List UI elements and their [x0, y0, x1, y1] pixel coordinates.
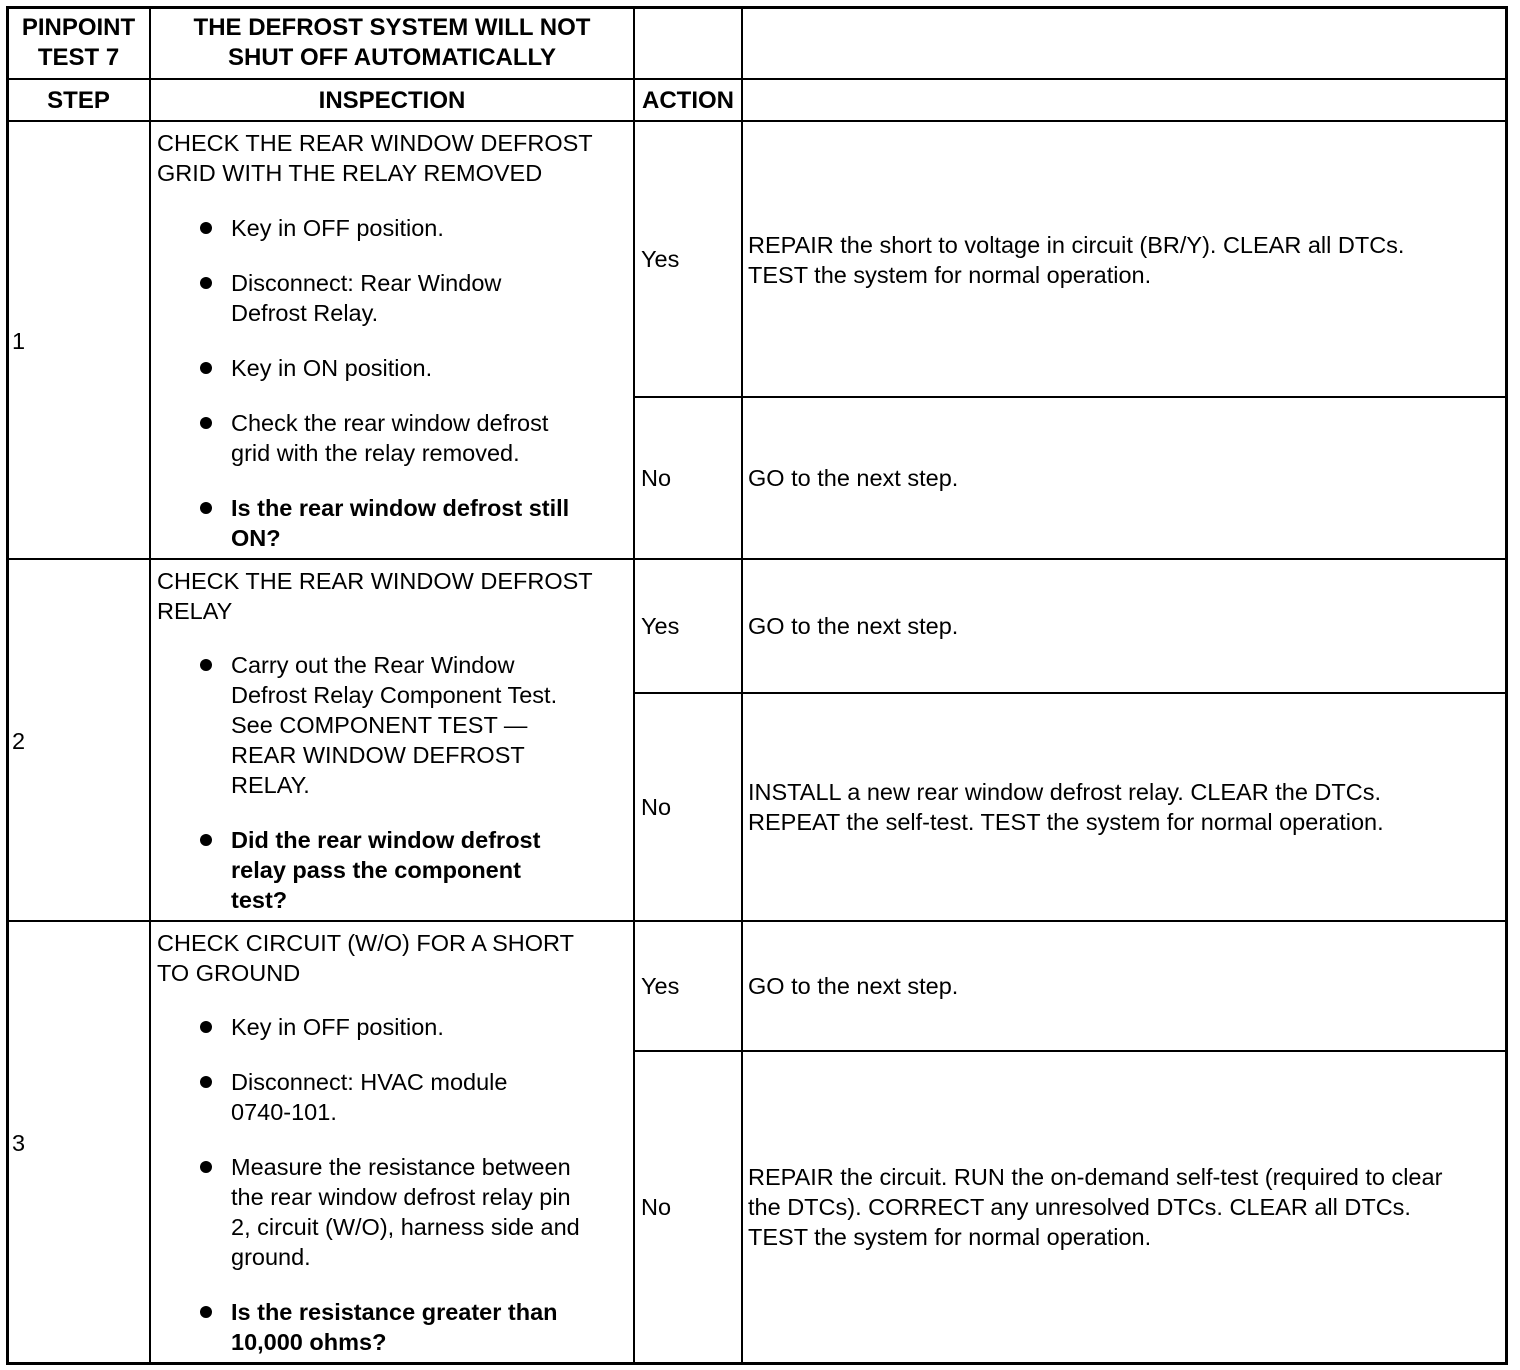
action-text	[748, 777, 1384, 837]
step-heading	[157, 566, 593, 626]
inspection-bullet	[231, 1067, 507, 1127]
answer-yes: Yes	[641, 613, 680, 639]
test-title	[151, 13, 633, 73]
answer-yes: Yes	[641, 246, 680, 272]
bullet-line: Disconnect: HVAC module	[231, 1069, 508, 1095]
pinpoint-line: PINPOINT	[21, 14, 136, 41]
step-heading-line: CHECK THE REAR WINDOW DEFROST	[157, 568, 593, 594]
action-line: INSTALL a new rear window defrost relay. CLEAR the DTCs.	[748, 779, 1381, 805]
step-heading-line: CHECK THE REAR WINDOW DEFROST	[157, 130, 593, 156]
pinpoint-label	[8, 13, 149, 73]
bullet-line: ground.	[231, 1244, 311, 1270]
bullet-icon	[200, 222, 212, 234]
bullet-line: 0740-101.	[231, 1099, 337, 1125]
inspection-question	[231, 825, 540, 915]
bullet-icon	[200, 834, 212, 846]
bullet-line: Is the resistance greater than	[231, 1299, 558, 1325]
column-divider	[633, 6, 635, 1365]
column-header-action: ACTION	[642, 87, 734, 114]
inspection-bullet	[231, 1152, 580, 1272]
bullet-line: Key in OFF position.	[231, 1014, 444, 1040]
inspection-bullet	[231, 213, 444, 243]
step-number: 1	[12, 328, 26, 354]
action-text	[748, 1162, 1442, 1252]
bullet-line: Defrost Relay Component Test.	[231, 682, 558, 708]
answer-no: No	[641, 465, 672, 491]
row-divider	[6, 558, 1508, 560]
step-heading-line: CHECK CIRCUIT (W/O) FOR A SHORT	[157, 930, 574, 956]
bullet-line: Carry out the Rear Window	[231, 652, 515, 678]
answer-divider	[634, 396, 1508, 398]
bullet-line: the rear window defrost relay pin	[231, 1184, 571, 1210]
action-line: REPEAT the self-test. TEST the system for normal operation.	[748, 809, 1384, 835]
action-line: TEST the system for normal operation.	[748, 1224, 1152, 1250]
bullet-icon	[200, 1306, 212, 1318]
step-number: 3	[12, 1130, 26, 1156]
step-number: 2	[12, 728, 26, 754]
bullet-icon	[200, 1076, 212, 1088]
inspection-bullet	[231, 408, 548, 468]
bullet-line: REAR WINDOW DEFROST	[231, 742, 525, 768]
bullet-line: Is the rear window defrost still	[231, 495, 570, 521]
action-line: REPAIR the short to voltage in circuit (BR/Y). CLEAR all DTCs.	[748, 232, 1405, 258]
pinpoint-line: TEST 7	[37, 44, 120, 71]
row-divider	[6, 120, 1508, 122]
bullet-icon	[200, 1021, 212, 1033]
inspection-bullet	[231, 650, 557, 800]
column-divider	[149, 6, 151, 1365]
bullet-icon	[200, 277, 212, 289]
action-line: GO to the next step.	[748, 613, 959, 639]
bullet-line: grid with the relay removed.	[231, 440, 520, 466]
bullet-icon	[200, 362, 212, 374]
inspection-bullet	[231, 268, 501, 328]
inspection-question	[231, 1297, 558, 1357]
action-text	[748, 611, 958, 641]
bullet-line: Defrost Relay.	[231, 300, 379, 326]
step-heading-line: RELAY	[157, 598, 233, 624]
inspection-bullet	[231, 1012, 444, 1042]
bullet-line: Check the rear window defrost	[231, 410, 549, 436]
inspection-question	[231, 493, 569, 553]
action-text	[748, 971, 958, 1001]
inspection-bullet	[231, 353, 432, 383]
bullet-line: See COMPONENT TEST —	[231, 712, 528, 738]
answer-no: No	[641, 794, 672, 820]
step-heading-line: TO GROUND	[157, 960, 301, 986]
bullet-icon	[200, 1161, 212, 1173]
bullet-line: relay pass the component	[231, 857, 521, 883]
action-line: GO to the next step.	[748, 465, 959, 491]
column-divider	[741, 6, 743, 1365]
test-title-line: SHUT OFF AUTOMATICALLY	[228, 44, 556, 71]
column-header-step: STEP	[47, 87, 110, 114]
answer-no: No	[641, 1194, 672, 1220]
action-line: GO to the next step.	[748, 973, 959, 999]
action-text	[748, 463, 958, 493]
bullet-line: ON?	[231, 525, 281, 551]
bullet-line: Measure the resistance between	[231, 1154, 571, 1180]
bullet-line: Key in ON position.	[231, 355, 433, 381]
bullet-line: test?	[231, 887, 288, 913]
bullet-line: Did the rear window defrost	[231, 827, 541, 853]
row-divider	[6, 920, 1508, 922]
step-heading-line: GRID WITH THE RELAY REMOVED	[157, 160, 543, 186]
bullet-line: Disconnect: Rear Window	[231, 270, 502, 296]
action-line: TEST the system for normal operation.	[748, 262, 1152, 288]
step-heading	[157, 928, 574, 988]
action-line: REPAIR the circuit. RUN the on-demand self-test (required to clear	[748, 1164, 1443, 1190]
column-header-inspection: INSPECTION	[318, 87, 466, 114]
bullet-icon	[200, 502, 212, 514]
answer-yes: Yes	[641, 973, 680, 999]
answer-divider	[634, 692, 1508, 694]
bullet-line: RELAY.	[231, 772, 310, 798]
step-heading	[157, 128, 593, 188]
bullet-line: 2, circuit (W/O), harness side and	[231, 1214, 580, 1240]
bullet-line: 10,000 ohms?	[231, 1329, 387, 1355]
action-line: the DTCs). CORRECT any unresolved DTCs. CLEAR all DTCs.	[748, 1194, 1411, 1220]
bullet-icon	[200, 417, 212, 429]
row-divider	[6, 78, 1508, 80]
bullet-icon	[200, 659, 212, 671]
bullet-line: Key in OFF position.	[231, 215, 444, 241]
answer-divider	[634, 1050, 1508, 1052]
action-text	[748, 230, 1404, 290]
test-title-line: THE DEFROST SYSTEM WILL NOT	[193, 14, 591, 41]
